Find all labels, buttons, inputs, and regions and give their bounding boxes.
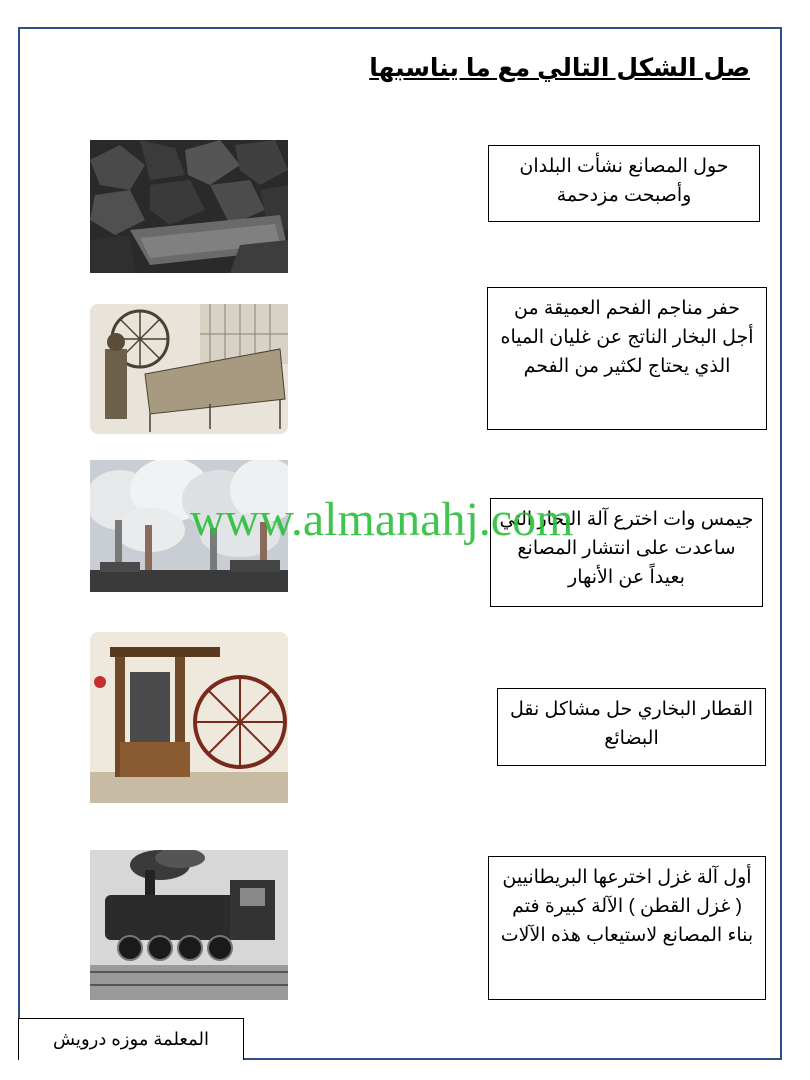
statement-box-5: أول آلة غزل اخترعها البريطانيين ( غزل القطن ) الآلة كبيرة فتم بناء المصانع لاستيعاب هذه الآلات xyxy=(488,856,766,1000)
watermark-text: www.almanahj.com xyxy=(190,493,574,546)
statement-box-1: حول المصانع نشأت البلدان وأصبحت مزدحمة xyxy=(488,145,760,222)
statement-box-2: حفر مناجم الفحم العميقة من أجل البخار الناتج عن غليان المياه الذي يحتاج لكثير من الفحم xyxy=(487,287,767,430)
teacher-name-box: المعلمة موزه درويش xyxy=(18,1018,244,1060)
factory-smoke-photo xyxy=(90,460,288,592)
steam-engine-photo xyxy=(90,632,288,803)
steam-train-photo xyxy=(90,850,288,1000)
statement-box-4: القطار البخاري حل مشاكل نقل البضائع xyxy=(497,688,766,766)
worksheet-title: صل الشكل التالي مع ما يناسبها xyxy=(369,54,750,82)
coal-photo xyxy=(90,140,288,273)
spinning-machine-illustration xyxy=(90,304,288,434)
statement-box-3: جيمس وات اخترع آلة البخار التي ساعدت على انتشار المصانع بعيداً عن الأنهار xyxy=(490,498,763,607)
